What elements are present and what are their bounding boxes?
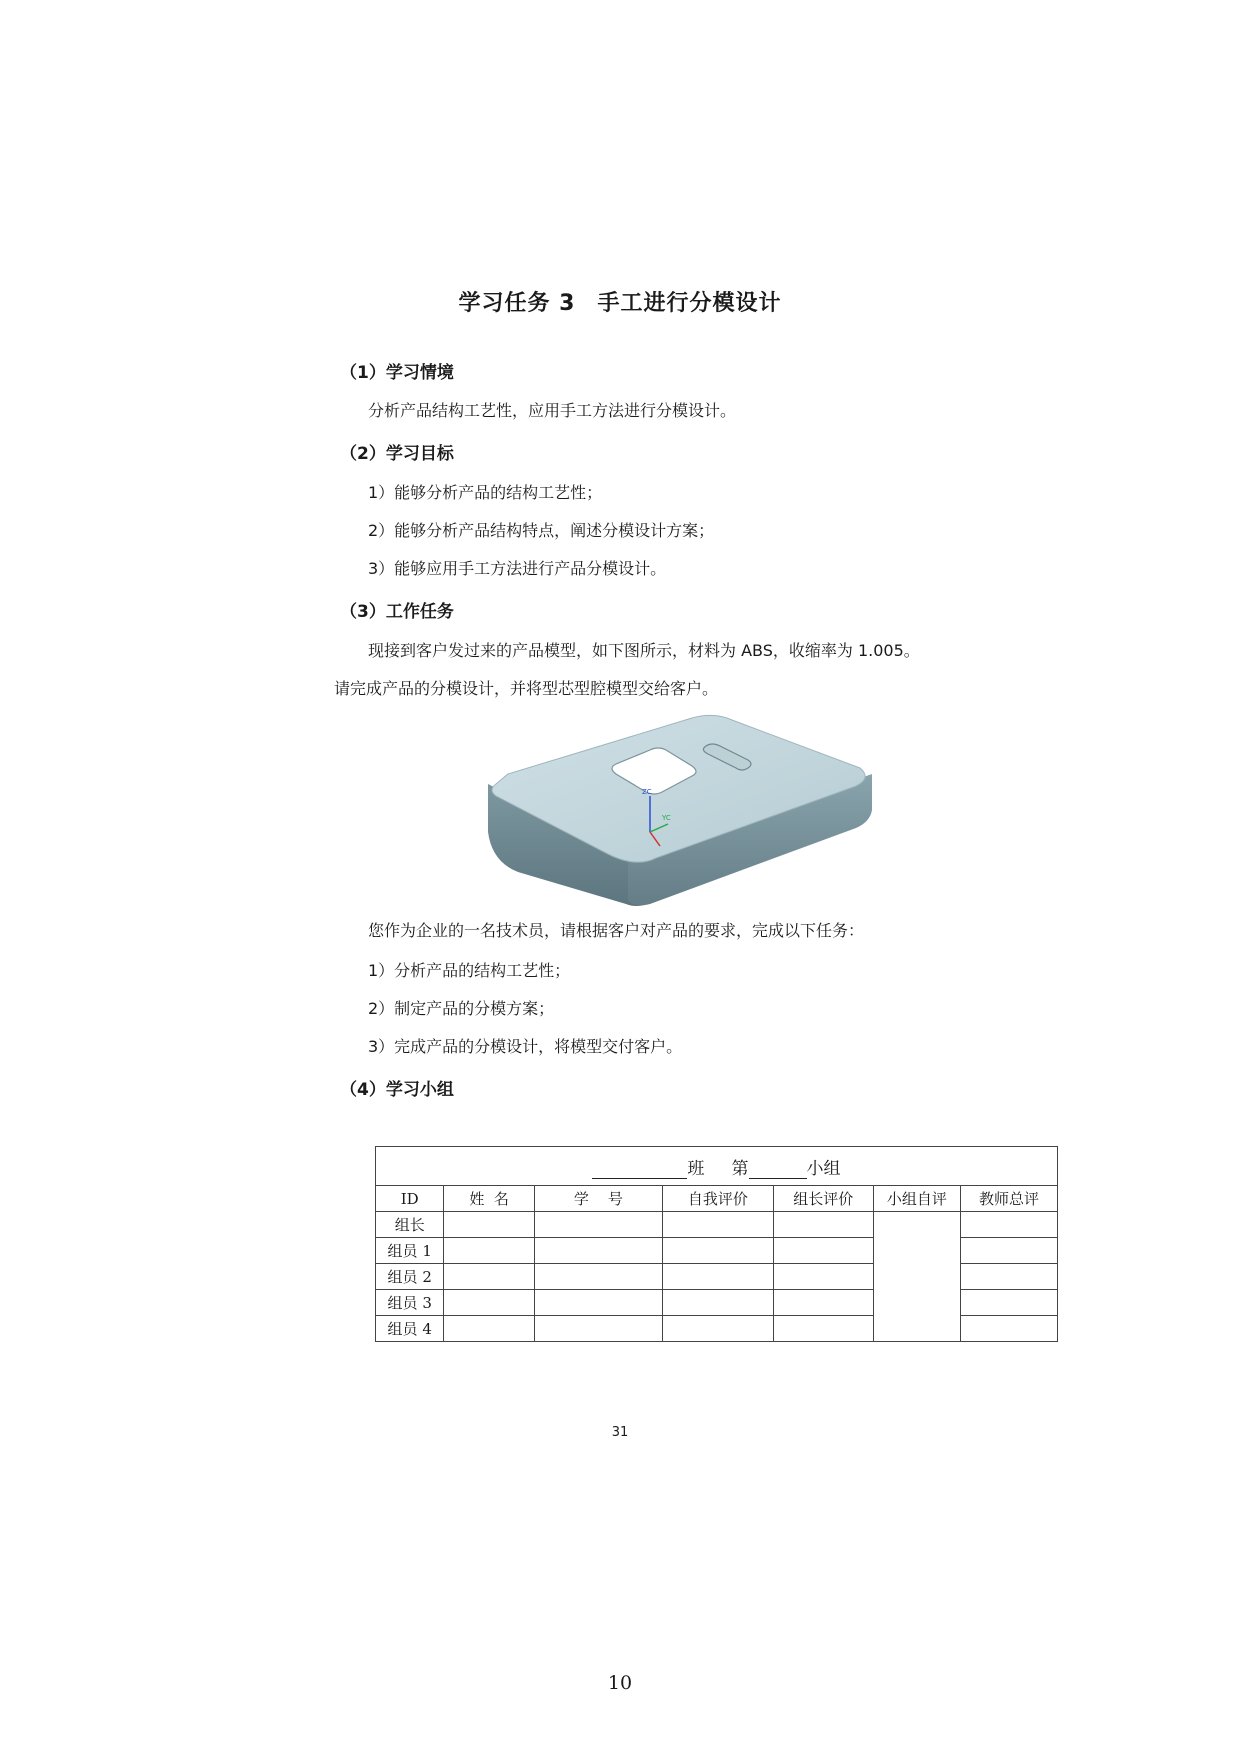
table-caption-row xyxy=(376,1147,1058,1186)
row-label: 组员 1 xyxy=(376,1238,444,1264)
leader-eval-cell[interactable] xyxy=(773,1264,873,1290)
inner-page-number: 31 xyxy=(611,1425,629,1440)
goal-item-1: 1）能够分析产品的结构工艺性； xyxy=(368,483,603,502)
header-group-self-eval: 小组自评 xyxy=(873,1186,960,1212)
class-blank xyxy=(592,1160,687,1179)
task-item-2: 2）制定产品的分模方案； xyxy=(368,999,555,1018)
product-model-image xyxy=(478,712,874,908)
self-eval-cell[interactable] xyxy=(662,1238,773,1264)
task-paragraph-line-1: 现接到客户发过来的产品模型，如下图所示，材料为 ABS，收缩率为 1.005。 xyxy=(368,641,920,660)
header-self-eval: 自我评价 xyxy=(662,1186,773,1212)
teacher-eval-cell[interactable] xyxy=(960,1238,1057,1264)
name-cell[interactable] xyxy=(444,1238,534,1264)
self-eval-cell[interactable] xyxy=(662,1264,773,1290)
section-heading-1: （1）学习情境 xyxy=(340,363,454,383)
task-item-1: 1）分析产品的结构工艺性； xyxy=(368,961,571,980)
name-cell[interactable] xyxy=(444,1212,534,1238)
row-label: 组长 xyxy=(376,1212,444,1238)
teacher-eval-cell[interactable] xyxy=(960,1212,1057,1238)
header-student-number: 学 号 xyxy=(534,1186,662,1212)
row-label: 组员 3 xyxy=(376,1290,444,1316)
goal-item-2: 2）能够分析产品结构特点，阐述分模设计方案； xyxy=(368,521,715,540)
row-label: 组员 4 xyxy=(376,1316,444,1342)
page-title xyxy=(0,286,1240,317)
table-caption xyxy=(376,1147,1058,1186)
outer-page-number: 10 xyxy=(607,1672,633,1694)
student-number-cell[interactable] xyxy=(534,1212,662,1238)
task-intro: 您作为企业的一名技术员，请根据客户对产品的要求，完成以下任务： xyxy=(368,921,865,940)
header-name: 姓 名 xyxy=(444,1186,534,1212)
section-1-text: 分析产品结构工艺性，应用手工方法进行分模设计。 xyxy=(368,401,737,420)
student-number-cell[interactable] xyxy=(534,1290,662,1316)
header-leader-eval: 组长评价 xyxy=(773,1186,873,1212)
section-heading-4: （4）学习小组 xyxy=(340,1080,454,1100)
student-number-cell[interactable] xyxy=(534,1238,662,1264)
teacher-eval-cell[interactable] xyxy=(960,1290,1057,1316)
task-paragraph-line-2: 请完成产品的分模设计，并将型芯型腔模型交给客户。 xyxy=(334,679,719,698)
section-heading-3: （3）工作任务 xyxy=(340,602,454,622)
study-group-table xyxy=(375,1146,1058,1342)
caption-ban: 班 xyxy=(687,1158,705,1179)
leader-eval-cell[interactable] xyxy=(773,1212,873,1238)
self-eval-cell[interactable] xyxy=(662,1290,773,1316)
group-number-blank xyxy=(749,1160,807,1179)
header-teacher-eval: 教师总评 xyxy=(960,1186,1057,1212)
table-row xyxy=(376,1212,1058,1238)
leader-eval-cell[interactable] xyxy=(773,1290,873,1316)
student-number-cell[interactable] xyxy=(534,1264,662,1290)
self-eval-cell[interactable] xyxy=(662,1316,773,1342)
title-prefix: 学习任务 3 xyxy=(458,291,576,316)
leader-eval-cell[interactable] xyxy=(773,1238,873,1264)
section-heading-2: （2）学习目标 xyxy=(340,444,454,464)
group-self-eval-cell[interactable] xyxy=(873,1212,960,1342)
name-cell[interactable] xyxy=(444,1316,534,1342)
name-cell[interactable] xyxy=(444,1264,534,1290)
student-number-cell[interactable] xyxy=(534,1316,662,1342)
self-eval-cell[interactable] xyxy=(662,1212,773,1238)
task-item-3: 3）完成产品的分模设计，将模型交付客户。 xyxy=(368,1037,683,1056)
goal-item-3: 3）能够应用手工方法进行产品分模设计。 xyxy=(368,559,667,578)
leader-eval-cell[interactable] xyxy=(773,1316,873,1342)
title-text: 手工进行分模设计 xyxy=(597,291,782,316)
teacher-eval-cell[interactable] xyxy=(960,1316,1057,1342)
axis-label-z: ZC xyxy=(642,788,652,796)
caption-di: 第 xyxy=(731,1158,749,1179)
row-label: 组员 2 xyxy=(376,1264,444,1290)
caption-group: 小组 xyxy=(806,1158,841,1179)
teacher-eval-cell[interactable] xyxy=(960,1264,1057,1290)
axis-label-y: YC xyxy=(662,814,671,822)
header-id: ID xyxy=(376,1186,444,1212)
name-cell[interactable] xyxy=(444,1290,534,1316)
table-header-row xyxy=(376,1186,1058,1212)
